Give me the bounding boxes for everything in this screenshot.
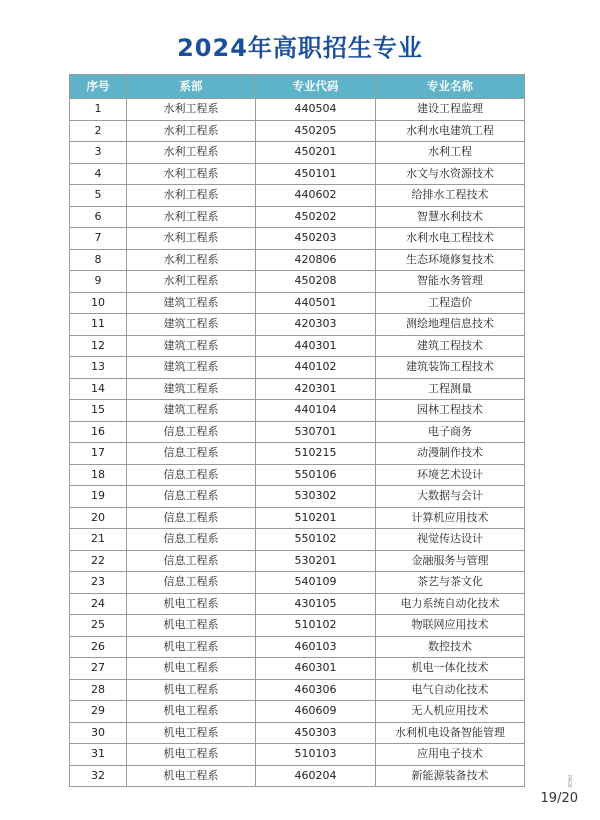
cell-major-code: 510102 bbox=[256, 615, 376, 637]
table-row bbox=[70, 99, 525, 121]
table-row bbox=[70, 228, 525, 250]
cell-index: 17 bbox=[70, 443, 127, 465]
cell-major-code: 550106 bbox=[256, 464, 376, 486]
cell-index: 13 bbox=[70, 357, 127, 379]
cell-major-code: 460103 bbox=[256, 636, 376, 658]
cell-index: 11 bbox=[70, 314, 127, 336]
cell-department: 建筑工程系 bbox=[127, 292, 256, 314]
cell-index: 3 bbox=[70, 142, 127, 164]
cell-major-name: 茶艺与茶文化 bbox=[376, 572, 525, 594]
cell-department: 水利工程系 bbox=[127, 120, 256, 142]
cell-major-name: 电气自动化技术 bbox=[376, 679, 525, 701]
cell-major-code: 420303 bbox=[256, 314, 376, 336]
table-row bbox=[70, 357, 525, 379]
cell-index: 26 bbox=[70, 636, 127, 658]
cell-major-code: 510215 bbox=[256, 443, 376, 465]
table-row bbox=[70, 292, 525, 314]
cell-major-name: 计算机应用技术 bbox=[376, 507, 525, 529]
cell-index: 5 bbox=[70, 185, 127, 207]
cell-major-name: 视觉传达设计 bbox=[376, 529, 525, 551]
table-row bbox=[70, 443, 525, 465]
cell-department: 信息工程系 bbox=[127, 529, 256, 551]
cell-major-code: 440301 bbox=[256, 335, 376, 357]
cell-major-name: 水利工程 bbox=[376, 142, 525, 164]
table-row bbox=[70, 163, 525, 185]
cell-major-name: 水利水电建筑工程 bbox=[376, 120, 525, 142]
table-row bbox=[70, 593, 525, 615]
cell-department: 信息工程系 bbox=[127, 421, 256, 443]
table-row bbox=[70, 572, 525, 594]
cell-department: 水利工程系 bbox=[127, 185, 256, 207]
cell-department: 水利工程系 bbox=[127, 99, 256, 121]
cell-department: 机电工程系 bbox=[127, 593, 256, 615]
table-row bbox=[70, 335, 525, 357]
cell-major-name: 给排水工程技术 bbox=[376, 185, 525, 207]
cell-major-name: 应用电子技术 bbox=[376, 744, 525, 766]
cell-major-name: 机电一体化技术 bbox=[376, 658, 525, 680]
table-row bbox=[70, 486, 525, 508]
cell-major-name: 水利机电设备智能管理 bbox=[376, 722, 525, 744]
table-row bbox=[70, 550, 525, 572]
cell-major-name: 建筑装饰工程技术 bbox=[376, 357, 525, 379]
cell-index: 2 bbox=[70, 120, 127, 142]
cell-department: 机电工程系 bbox=[127, 636, 256, 658]
page-tag: PAGE bbox=[566, 774, 572, 788]
cell-major-code: 450205 bbox=[256, 120, 376, 142]
cell-department: 水利工程系 bbox=[127, 271, 256, 293]
header-row bbox=[70, 75, 525, 99]
cell-department: 建筑工程系 bbox=[127, 400, 256, 422]
cell-major-code: 510103 bbox=[256, 744, 376, 766]
table-row bbox=[70, 400, 525, 422]
cell-major-name: 生态环境修复技术 bbox=[376, 249, 525, 271]
cell-major-code: 550102 bbox=[256, 529, 376, 551]
cell-index: 30 bbox=[70, 722, 127, 744]
cell-major-code: 540109 bbox=[256, 572, 376, 594]
table-row bbox=[70, 249, 525, 271]
table-row bbox=[70, 378, 525, 400]
cell-index: 9 bbox=[70, 271, 127, 293]
cell-department: 建筑工程系 bbox=[127, 314, 256, 336]
cell-major-name: 无人机应用技术 bbox=[376, 701, 525, 723]
table-body bbox=[70, 99, 525, 787]
cell-index: 8 bbox=[70, 249, 127, 271]
table-row bbox=[70, 615, 525, 637]
cell-index: 24 bbox=[70, 593, 127, 615]
table-row bbox=[70, 529, 525, 551]
cell-index: 10 bbox=[70, 292, 127, 314]
cell-department: 机电工程系 bbox=[127, 679, 256, 701]
page-number: 19/20 bbox=[540, 791, 578, 806]
cell-department: 建筑工程系 bbox=[127, 378, 256, 400]
cell-department: 信息工程系 bbox=[127, 550, 256, 572]
cell-major-code: 530302 bbox=[256, 486, 376, 508]
cell-index: 31 bbox=[70, 744, 127, 766]
cell-index: 21 bbox=[70, 529, 127, 551]
cell-index: 7 bbox=[70, 228, 127, 250]
table-row bbox=[70, 507, 525, 529]
table-row bbox=[70, 185, 525, 207]
cell-major-code: 460609 bbox=[256, 701, 376, 723]
cell-major-code: 440602 bbox=[256, 185, 376, 207]
header-major-name: 专业名称 bbox=[376, 75, 525, 99]
table-row bbox=[70, 679, 525, 701]
table-row bbox=[70, 765, 525, 787]
cell-major-code: 530701 bbox=[256, 421, 376, 443]
cell-index: 20 bbox=[70, 507, 127, 529]
cell-major-name: 工程造价 bbox=[376, 292, 525, 314]
table-row bbox=[70, 271, 525, 293]
cell-index: 25 bbox=[70, 615, 127, 637]
cell-major-code: 450202 bbox=[256, 206, 376, 228]
cell-department: 信息工程系 bbox=[127, 507, 256, 529]
cell-major-name: 园林工程技术 bbox=[376, 400, 525, 422]
cell-index: 29 bbox=[70, 701, 127, 723]
cell-major-name: 大数据与会计 bbox=[376, 486, 525, 508]
cell-major-code: 420806 bbox=[256, 249, 376, 271]
cell-index: 16 bbox=[70, 421, 127, 443]
cell-index: 27 bbox=[70, 658, 127, 680]
cell-major-code: 450201 bbox=[256, 142, 376, 164]
cell-index: 14 bbox=[70, 378, 127, 400]
cell-index: 28 bbox=[70, 679, 127, 701]
cell-major-code: 530201 bbox=[256, 550, 376, 572]
cell-major-name: 环境艺术设计 bbox=[376, 464, 525, 486]
cell-department: 机电工程系 bbox=[127, 701, 256, 723]
table-row bbox=[70, 744, 525, 766]
cell-major-code: 420301 bbox=[256, 378, 376, 400]
cell-department: 信息工程系 bbox=[127, 443, 256, 465]
cell-index: 19 bbox=[70, 486, 127, 508]
cell-index: 23 bbox=[70, 572, 127, 594]
cell-department: 机电工程系 bbox=[127, 744, 256, 766]
table-row bbox=[70, 464, 525, 486]
table-row bbox=[70, 658, 525, 680]
cell-index: 18 bbox=[70, 464, 127, 486]
cell-department: 建筑工程系 bbox=[127, 335, 256, 357]
cell-major-code: 460204 bbox=[256, 765, 376, 787]
cell-major-code: 450101 bbox=[256, 163, 376, 185]
table-header bbox=[70, 75, 525, 99]
table-row bbox=[70, 314, 525, 336]
cell-index: 6 bbox=[70, 206, 127, 228]
cell-major-name: 电子商务 bbox=[376, 421, 525, 443]
cell-department: 水利工程系 bbox=[127, 163, 256, 185]
cell-major-name: 金融服务与管理 bbox=[376, 550, 525, 572]
cell-major-name: 物联网应用技术 bbox=[376, 615, 525, 637]
majors-table bbox=[69, 74, 525, 787]
table-row bbox=[70, 120, 525, 142]
cell-index: 12 bbox=[70, 335, 127, 357]
table-row bbox=[70, 421, 525, 443]
table-row bbox=[70, 206, 525, 228]
table-row bbox=[70, 142, 525, 164]
cell-major-name: 数控技术 bbox=[376, 636, 525, 658]
cell-index: 22 bbox=[70, 550, 127, 572]
cell-major-code: 440104 bbox=[256, 400, 376, 422]
cell-major-name: 电力系统自动化技术 bbox=[376, 593, 525, 615]
cell-department: 水利工程系 bbox=[127, 142, 256, 164]
cell-index: 15 bbox=[70, 400, 127, 422]
cell-index: 4 bbox=[70, 163, 127, 185]
table-row bbox=[70, 722, 525, 744]
cell-department: 信息工程系 bbox=[127, 464, 256, 486]
cell-index: 32 bbox=[70, 765, 127, 787]
cell-major-name: 建筑工程技术 bbox=[376, 335, 525, 357]
cell-index: 1 bbox=[70, 99, 127, 121]
cell-major-name: 水文与水资源技术 bbox=[376, 163, 525, 185]
header-department: 系部 bbox=[127, 75, 256, 99]
cell-major-code: 460306 bbox=[256, 679, 376, 701]
cell-major-name: 动漫制作技术 bbox=[376, 443, 525, 465]
cell-department: 机电工程系 bbox=[127, 658, 256, 680]
cell-major-code: 440501 bbox=[256, 292, 376, 314]
cell-department: 信息工程系 bbox=[127, 572, 256, 594]
page-title: 2024年高职招生专业 bbox=[177, 34, 423, 62]
cell-major-name: 测绘地理信息技术 bbox=[376, 314, 525, 336]
table-row bbox=[70, 636, 525, 658]
cell-department: 建筑工程系 bbox=[127, 357, 256, 379]
cell-major-code: 430105 bbox=[256, 593, 376, 615]
cell-major-code: 450203 bbox=[256, 228, 376, 250]
cell-department: 机电工程系 bbox=[127, 765, 256, 787]
cell-department: 机电工程系 bbox=[127, 615, 256, 637]
header-major-code: 专业代码 bbox=[256, 75, 376, 99]
cell-major-code: 440504 bbox=[256, 99, 376, 121]
table-row bbox=[70, 701, 525, 723]
cell-major-name: 工程测量 bbox=[376, 378, 525, 400]
cell-major-code: 510201 bbox=[256, 507, 376, 529]
cell-major-code: 450208 bbox=[256, 271, 376, 293]
cell-major-name: 建设工程监理 bbox=[376, 99, 525, 121]
cell-department: 水利工程系 bbox=[127, 228, 256, 250]
cell-department: 机电工程系 bbox=[127, 722, 256, 744]
cell-major-name: 智能水务管理 bbox=[376, 271, 525, 293]
cell-major-code: 450303 bbox=[256, 722, 376, 744]
cell-department: 信息工程系 bbox=[127, 486, 256, 508]
cell-department: 水利工程系 bbox=[127, 249, 256, 271]
cell-department: 水利工程系 bbox=[127, 206, 256, 228]
cell-major-name: 智慧水利技术 bbox=[376, 206, 525, 228]
cell-major-code: 460301 bbox=[256, 658, 376, 680]
cell-major-name: 新能源装备技术 bbox=[376, 765, 525, 787]
header-index: 序号 bbox=[70, 75, 127, 99]
cell-major-name: 水利水电工程技术 bbox=[376, 228, 525, 250]
cell-major-code: 440102 bbox=[256, 357, 376, 379]
